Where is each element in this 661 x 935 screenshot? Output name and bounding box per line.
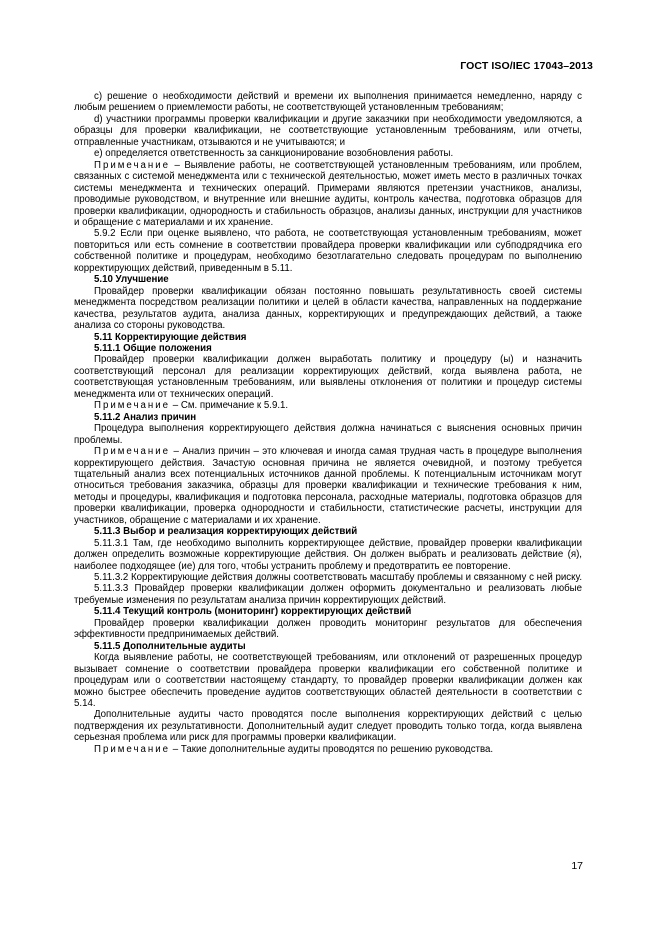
body-paragraph: 5.11.3.1 Там, где необходимо выполнить корректирующее действие, провайдер проверки квалификации должен определить возможные корректирующие действия. Он должен выбрать и реализовать действие (я), наиболее подходящее (ие) для того, чтобы устранить проблему и предотвратить ее повторение. [74,537,582,572]
standard-header: ГОСТ ISO/IEC 17043–2013 [460,60,593,72]
note-paragraph [74,160,582,229]
note-text: – Такие дополнительные аудиты проводятся по решению руководства. [170,743,494,755]
body-paragraph: Провайдер проверки квалификации должен проводить мониторинг результатов для обеспечения эффективности предпринимаемых действий. [74,617,582,641]
note-paragraph [74,400,582,411]
section-heading: 5.11.3 Выбор и реализация корректирующих действий [94,526,358,538]
note-paragraph [74,744,582,755]
section-heading: 5.11.5 Дополнительные аудиты [94,640,246,652]
note-label: Примечание [94,400,171,412]
body-paragraph: 5.11.3.2 Корректирующие действия должны соответствовать масштабу проблемы и связанному с ней риску. [94,572,583,584]
note-label: Примечание [94,743,171,755]
body-paragraph: Провайдер проверки квалификации должен выработать политику и процедуру (ы) и назначить соответствующий персонал для реализации корректирующих действий, когда выявлена работа, не соответствующая установленным требованиям, или выявлены отклонения от политики и процедур системы менеджмента или от технических операций. [74,354,582,400]
body-paragraph: с) решение о необходимости действий и времени их выполнения принимается немедленно, наряду с любым решением о приемлемости работы, не соответствующей установленным требованиям; [74,91,582,114]
note-label: Примечание [94,159,171,171]
section-heading: 5.10 Улучшение [94,274,169,286]
note-label: Примечание [94,446,171,458]
body-paragraph: 5.9.2 Если при оценке выявлено, что работа, не соответствующая установленным требованиям, может повториться или есть сомнение в соответствии провайдера проверки квалификации или субподрядчика его собственной политике и процедурам, необходимо безотлагательно следовать процедурам по выполнению корректирующих действий, приведенным в 5.11. [74,228,582,274]
section-heading: 5.11.1 Общие положения [94,342,212,354]
body-paragraph: Процедура выполнения корректирующего действия должна начинаться с выяснения основных причин проблемы. [74,423,582,446]
note-text: – Выявление работы, не соответствующей установленным требованиям, или проблем, связанных с системой менеджмента или с технической деятельностью, может иметь место в различных точках системы менеджмента и технических операций. Примерами являются претензии участников, анализы, проводимые руководством, и внутренние или внешние аудиты, контроль качества, подготовка образцов для проверки квалификации, однородность и стабильность образцов, анализы данных, инструкции для участников и обращение с материалами и их хранение. [74,159,582,228]
body-paragraph: е) определяется ответственность за санкционирование возобновления работы. [94,148,454,160]
section-heading: 5.11.2 Анализ причин [94,411,197,423]
body-paragraph: 5.11.3.3 Провайдер проверки квалификации должен оформить документально и реализовать любые требуемые изменения по результатам анализа причин корректирующих действий. [74,583,582,606]
body-paragraph: Провайдер проверки квалификации обязан постоянно повышать результативность своей системы менеджмента посредством реализации политики и целей в области качества, направленных на поддержание качества, результатов аудита, анализа данных, корректирующих и предупреждающих действий, а также анализа со стороны руководства. [74,285,582,332]
note-text: – См. примечание к 5.9.1. [170,400,289,412]
note-text: – Анализ причин – это ключевая и иногда самая трудная часть в процедуре выполнения корректирующего действия. Зачастую основная причина не является очевидной, и поэтому требуется тщательный анализ всех потенциальных источников данной проблемы. К потенциальным источникам могут относиться требования заказчика, образцы для проверки квалификации и технические требования к ним, методы и процедуры, квалификация и подготовка персонала, расходные материалы, подготовка образцов для проверки квалификации, проверка однородности и стабильности, статистические расчеты, инструкции для участников, обращение с материалами и их хранение. [74,446,582,526]
note-paragraph [74,446,582,526]
page-body [74,91,582,755]
body-paragraph: Дополнительные аудиты часто проводятся после выполнения корректирующих действий с целью подтверждения их результативности. Дополнительный аудит следует проводить только тогда, когда выявлена серьезная проблема или риск для программы проверки квалификации. [74,709,582,744]
body-paragraph: d) участники программы проверки квалификации и другие заказчики при необходимости уведомляются, а образцы для проверки квалификации, не соответствующие установленным требованиям, или отчеты, отправленные участникам, отзываются и не учитываются; и [74,113,582,148]
section-heading: 5.11.4 Текущий контроль (мониторинг) корректирующих действий [94,606,412,618]
section-heading: 5.11 Корректирующие действия [94,331,247,343]
page-number: 17 [571,860,583,872]
body-paragraph: Когда выявление работы, не соответствующей требованиям, или отклонений от разрешенных процедур вызывает сомнение о соответствии провайдера проверки квалификации его собственной политике и процедурам или о соответствии настоящему стандарту, то провайдер проверки квалификации должен как можно быстрее обеспечить проведение аудитов соответствующих областей деятельности в соответствии с 5.14. [74,652,582,710]
